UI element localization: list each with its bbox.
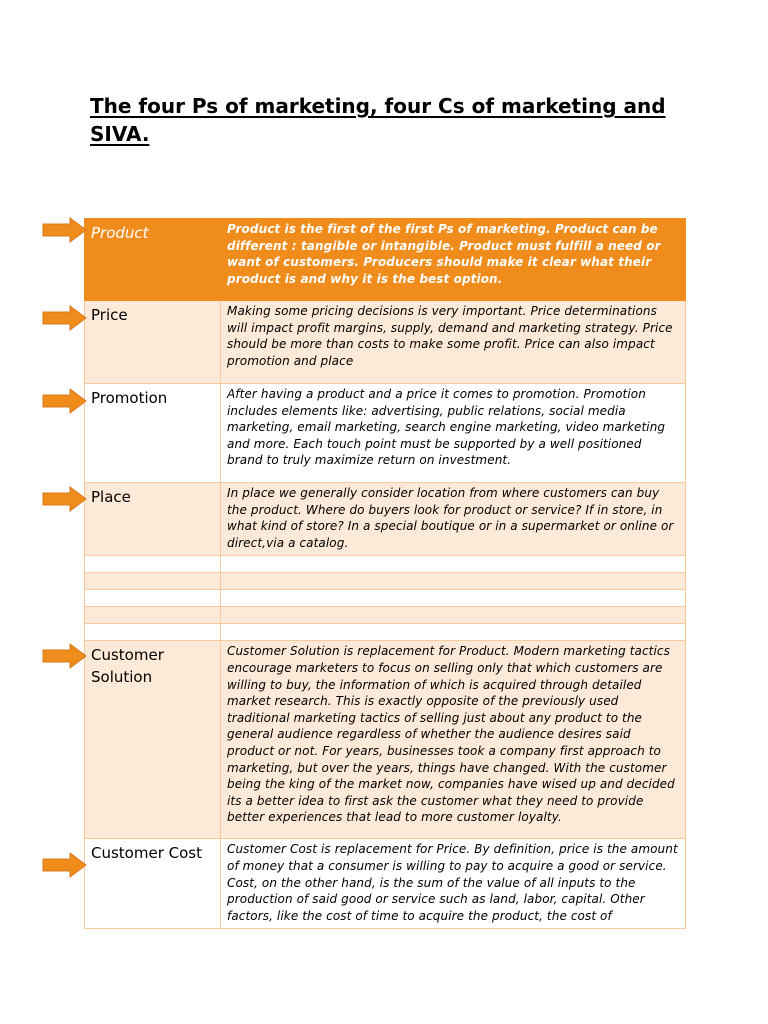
row-label: Customer Cost <box>91 844 202 863</box>
right-arrow-icon <box>42 305 87 331</box>
row-label-cell <box>85 483 221 556</box>
row-description: Customer Cost is replacement for Price. By definition, price is the amount of money that a consumer is willing to pay to acquire a good or service. Cost, on the other hand, is the sum of the value of all inputs to the production of said good or service such as land, labor, capital. Other factors, like the cost of time to acquire the product, the cost of <box>227 842 678 923</box>
row-description-cell <box>221 641 686 839</box>
right-arrow-icon <box>42 388 87 414</box>
table-row <box>85 301 686 384</box>
row-label-cell <box>85 384 221 483</box>
row-description-cell <box>221 839 686 929</box>
row-label-cell <box>85 301 221 384</box>
row-description: In place we generally consider location from where customers can buy the product. Where do buyers look for product or service? If in store, in what kind of store? In a special boutique or in a supermarket or online or direct,via a catalog. <box>227 486 674 550</box>
right-arrow-icon <box>42 486 87 512</box>
row-label-cell <box>85 839 221 929</box>
row-label: Price <box>91 306 128 324</box>
page-title: The four Ps of marketing, four Cs of marketing and SIVA. <box>90 94 666 146</box>
row-description: Product is the first of the first Ps of marketing. Product can be different : tangible or intangible. Product must fulfill a need or want of customers. Producers should make it clear what their product is and why it is the best option. <box>227 222 661 286</box>
row-label: Customer Solution <box>91 646 164 687</box>
table-row <box>85 839 686 929</box>
table-row <box>85 219 686 301</box>
right-arrow-icon <box>42 643 87 669</box>
empty-row <box>85 590 686 607</box>
row-label-cell <box>85 219 221 301</box>
row-description-cell <box>221 219 686 301</box>
right-arrow-icon <box>42 217 87 243</box>
row-label: Promotion <box>91 389 168 407</box>
row-description: Customer Solution is replacement for Product. Modern marketing tactics encourage marketers to focus on selling only that which customers are willing to buy, the information of which is acquired through detailed market research. This is exactly opposite of the previously used traditional marketing tactics of selling just about any product to the general audience regardless of whether the audience desires said product or not. For years, businesses took a company first approach to marketing, but over the years, things have changed. With the customer being the king of the market now, companies have wised up and decided its a better idea to first ask the customer what they need to provide better experiences that lead to more customer loyalty. <box>227 644 675 825</box>
row-description-cell <box>221 483 686 556</box>
right-arrow-icon <box>42 852 87 878</box>
table-row <box>85 641 686 839</box>
row-label: Place <box>91 488 131 506</box>
marketing-table <box>84 218 686 929</box>
empty-row <box>85 573 686 590</box>
empty-row <box>85 607 686 624</box>
empty-row <box>85 556 686 573</box>
row-label-cell <box>85 641 221 839</box>
table-row <box>85 384 686 483</box>
table-row <box>85 483 686 556</box>
empty-row <box>85 624 686 641</box>
row-description: After having a product and a price it comes to promotion. Promotion includes elements like: advertising, public relations, social media marketing, email marketing, search engine marketing, video marketing and more. Each touch point must be supported by a well positioned brand to truly maximize return on investment. <box>227 387 666 468</box>
row-description-cell <box>221 301 686 384</box>
row-label: Product <box>91 224 149 242</box>
row-description: Making some pricing decisions is very important. Price determinations will impact profit margins, supply, demand and marketing strategy. Price should be more than costs to make some profit. Price can also impact promotion and place <box>227 304 673 368</box>
row-description-cell <box>221 384 686 483</box>
